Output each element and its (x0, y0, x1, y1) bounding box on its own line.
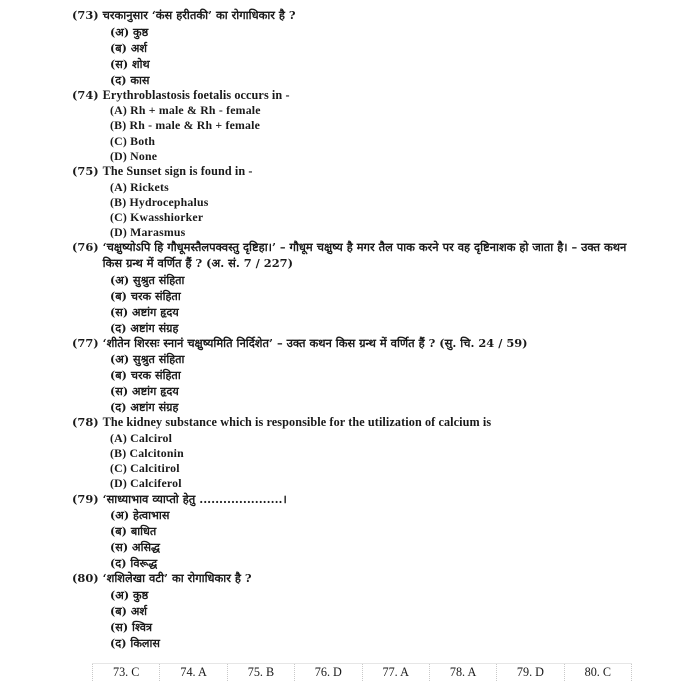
option: (अ) कुष्ठ (110, 587, 149, 602)
options-77 (110, 351, 680, 415)
option: (स) असिद्ध (110, 540, 160, 555)
option: (द) किलास (110, 635, 160, 650)
option: (D) Marasmus (110, 225, 186, 240)
question-80 (72, 571, 632, 587)
option: (B) Hydrocephalus (110, 194, 209, 209)
question-number: (74) (72, 87, 99, 102)
option: (ब) चरक संहिता (110, 368, 181, 383)
option: (ब) अर्श (110, 603, 148, 618)
option: (D) Calciferol (110, 476, 182, 491)
answer-cell: 80. C (565, 664, 632, 681)
option: (अ) हेत्वाभास (110, 508, 170, 523)
options-73 (110, 24, 680, 88)
question-text: ‘चक्षुष्योऽपि हि गौधूमस्तैलपक्वस्तु दृष्टिहा।’ – गौधूम चक्षुष्य है मगर तैल पाक करने पर वह दृष्टिनाशक हो जाता है। – उक्त कथन किस ग्रन्थ में वर्णित हैं ? (अ. सं. 7 / 227) (102, 240, 627, 270)
option: (C) Kwasshiorker (110, 210, 204, 224)
option: (C) Both (110, 133, 156, 148)
answer-cell: 75. B (228, 664, 295, 681)
question-77 (72, 336, 632, 352)
answer-cell: 76. D (295, 664, 362, 681)
option: (द) विरूद्ध (110, 556, 158, 571)
option: (अ) सुश्रुत संहिता (110, 272, 185, 287)
option: (स) श्वित्र (110, 619, 153, 634)
question-number: (77) (72, 335, 99, 350)
option: (B) Rh - male & Rh + female (110, 118, 261, 133)
option: (A) Rickets (110, 179, 169, 194)
option: (A) Calcirol (110, 430, 173, 445)
question-74 (72, 88, 632, 104)
option: (ब) बाधित (110, 524, 157, 539)
option: (D) None (110, 148, 158, 163)
option: (द) अष्टांग संग्रह (110, 400, 179, 415)
option: (स) अष्टांग हृदय (110, 304, 179, 319)
answer-cell: 78. A (430, 664, 497, 681)
question-79 (72, 492, 632, 508)
question-number: (73) (72, 8, 99, 22)
answer-cell: 79. D (497, 664, 564, 681)
question-73 (72, 8, 632, 24)
question-78 (72, 415, 632, 431)
option: (अ) कुष्ठ (110, 24, 149, 39)
option: (ब) चरक संहिता (110, 288, 181, 303)
options-75 (110, 180, 680, 241)
options-78 (110, 431, 680, 492)
option: (अ) सुश्रुत संहिता (110, 352, 185, 367)
option: (स) शोथ (110, 56, 150, 71)
answer-key (92, 663, 632, 681)
question-page (0, 8, 680, 651)
question-text: Erythroblastosis foetalis occurs in - (102, 87, 290, 102)
question-76 (72, 240, 632, 271)
options-79 (110, 507, 680, 571)
question-number: (80) (72, 571, 99, 586)
options-74 (110, 103, 680, 164)
option: (A) Rh + male & Rh - female (110, 103, 261, 118)
answer-cell: 73. C (92, 664, 160, 681)
question-number: (75) (72, 164, 99, 178)
options-80 (110, 587, 680, 651)
question-text: ‘शीतेन शिरसः स्नानं चक्षुष्यमिति निर्दिशेत’ – उक्त कथन किस ग्रन्थ में वर्णित हैं ? (सु. चि. 24 / 59) (102, 335, 528, 350)
question-number: (78) (72, 415, 99, 430)
question-75 (72, 164, 632, 180)
options-76 (110, 272, 680, 336)
answer-cell: 74. A (160, 664, 227, 681)
question-text: The Sunset sign is found in - (102, 164, 253, 178)
option: (स) अष्टांग हृदय (110, 384, 179, 399)
question-text: ‘साध्याभाव व्याप्तो हेतु .....................। (102, 491, 287, 506)
option: (द) अष्टांग संग्रह (110, 320, 179, 335)
question-text: The kidney substance which is responsible for the utilization of calcium is (102, 415, 492, 430)
answer-cell: 77. A (363, 664, 430, 681)
option: (द) कास (110, 72, 150, 87)
question-number: (76) (72, 240, 99, 255)
option: (ब) अर्श (110, 40, 148, 55)
question-number: (79) (72, 491, 99, 506)
question-text: चरकानुसार ‘कंस हरीतकी’ का रोगाधिकार है ? (102, 8, 296, 22)
option: (B) Calcitonin (110, 445, 184, 460)
question-text: ‘शशिलेखा वटी’ का रोगाधिकार है ? (102, 571, 252, 586)
option: (C) Calcitirol (110, 461, 180, 476)
